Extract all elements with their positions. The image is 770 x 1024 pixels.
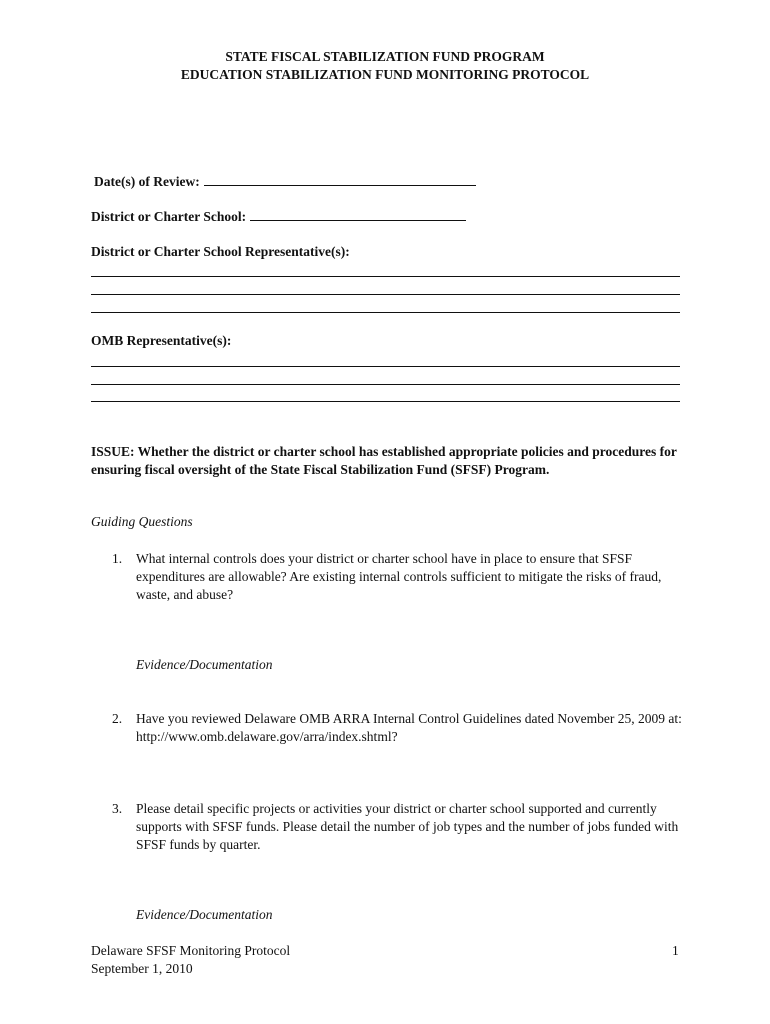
evidence-documentation-label-1: Evidence/Documentation — [136, 657, 273, 672]
omb-representative-line-2[interactable] — [91, 384, 680, 385]
document-title-line2: EDUCATION STABILIZATION FUND MONITORING PROTOCOL — [180, 67, 590, 82]
question-text: Have you reviewed Delaware OMB ARRA Internal Control Guidelines dated November 25, 2009 at: http://www.omb.delaware.gov/arra/index.shtml? — [136, 711, 682, 744]
question-number: 2. — [112, 711, 123, 726]
evidence-documentation-label-2: Evidence/Documentation — [136, 907, 273, 922]
omb-representative-line-1[interactable] — [91, 366, 680, 367]
district-school-field — [91, 208, 466, 225]
page-number: 1 — [672, 943, 679, 958]
question-text: What internal controls does your district or charter school have in place to ensure that SFSF expenditures are allowable? Are existing internal controls sufficient to mitigate the risks of fraud, waste, and abuse? — [136, 551, 662, 602]
omb-representatives-label: OMB Representative(s): — [91, 333, 232, 348]
district-representative-line-2[interactable] — [91, 294, 680, 295]
dates-of-review-label: Date(s) of Review: — [94, 174, 200, 189]
district-representative-line-3[interactable] — [91, 312, 680, 313]
footer-title: Delaware SFSF Monitoring Protocol — [91, 943, 291, 958]
district-representatives-label: District or Charter School Representative(s): — [91, 244, 350, 259]
question-text: Please detail specific projects or activities your district or charter school supported and currently supports with SFSF funds. Please detail the number of job types and the number of jobs funded with SFSF funds by quarter. — [136, 801, 679, 852]
footer-date: September 1, 2010 — [91, 961, 193, 976]
question-2 — [112, 710, 692, 746]
question-number: 3. — [112, 801, 123, 816]
district-school-label: District or Charter School: — [91, 209, 247, 224]
question-3 — [112, 800, 692, 854]
district-representative-line-1[interactable] — [91, 276, 680, 277]
question-number: 1. — [112, 551, 123, 566]
dates-of-review-blank[interactable] — [204, 173, 476, 186]
issue-statement: ISSUE: Whether the district or charter school has established appropriate policies and procedures for ensuring fiscal oversight of the State Fiscal Stabilization Fund (SFSF) Program. — [91, 444, 677, 477]
dates-of-review-field — [94, 173, 476, 190]
omb-representative-line-3[interactable] — [91, 401, 680, 402]
question-1 — [112, 550, 692, 604]
district-school-blank[interactable] — [250, 208, 466, 221]
guiding-questions-heading: Guiding Questions — [91, 514, 193, 529]
document-title-line1: STATE FISCAL STABILIZATION FUND PROGRAM — [225, 49, 545, 64]
